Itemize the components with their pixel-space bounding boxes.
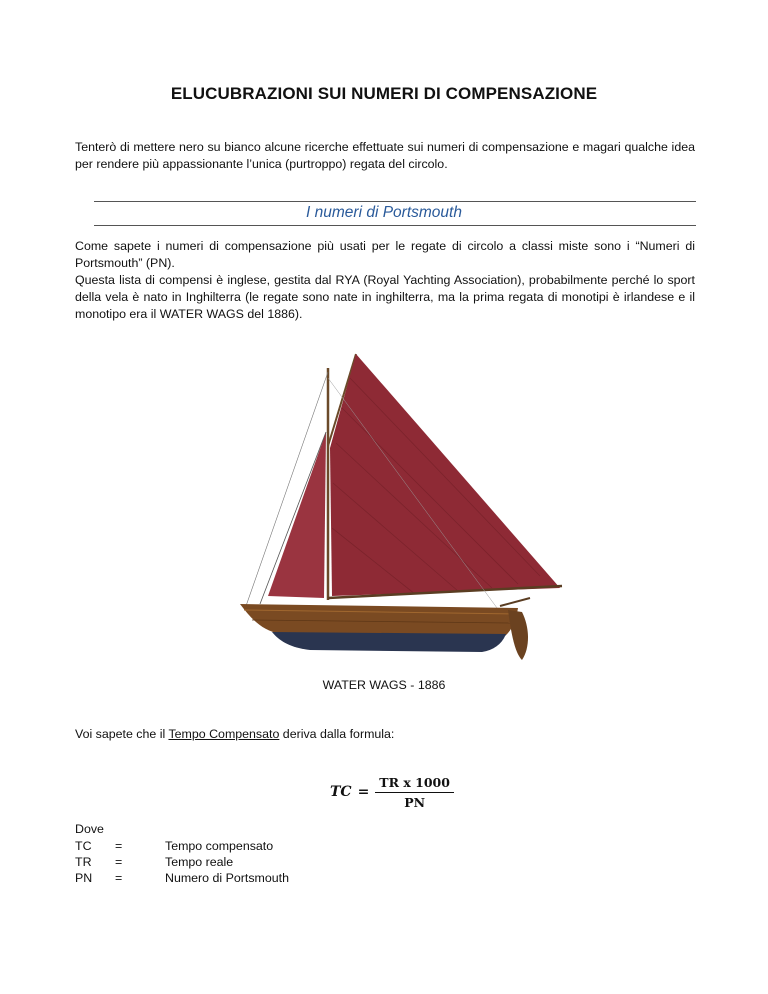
formula-lhs: TC [330,784,352,800]
formula-legend [75,838,289,886]
compensation-formula [330,770,454,814]
legend-desc: Tempo reale [165,855,234,869]
legend-abbr: TC [75,839,92,853]
figure-caption: WATER WAGS - 1886 [322,678,446,692]
where-label: Dove [75,822,104,836]
jib-sail [268,432,326,598]
legend-equals: = [115,839,123,853]
formula-intro [75,727,394,741]
formula-intro-after: deriva dalla formula: [279,727,395,741]
legend-row-tr [75,854,289,870]
legend-equals: = [115,855,123,869]
legend-abbr: TR [75,855,92,869]
page-title: ELUCUBRAZIONI SUI NUMERI DI COMPENSAZIONE [170,84,598,103]
legend-equals: = [115,871,123,885]
paragraph-pn: Come sapete i numeri di compensazione più usati per le regate di circolo a classi miste sono i “Numeri di Portsmouth” (PN). [75,239,695,270]
section-rule-top [94,201,696,202]
legend-desc: Numero di Portsmouth [165,871,289,885]
section-rule-bottom [94,225,696,226]
water-wags-boat-image [200,348,570,663]
formula-numerator: TR x 1000 [375,775,454,793]
body-text [75,238,695,323]
hull-bottom [272,632,506,652]
legend-desc: Tempo compensato [165,839,274,853]
formula-fraction [375,775,454,810]
intro-paragraph: Tenterò di mettere nero su bianco alcune ricerche effettuate sui numeri di compensazione e magari qualche idea per rendere più appassionante l’unica (purtroppo) regata del circolo. [75,140,695,171]
formula-intro-before: Voi sapete che il [75,727,169,741]
mainsail [330,354,560,596]
boat-figure [200,348,570,663]
rudder [508,610,528,660]
paragraph-rya: Questa lista di compensi è inglese, gestita dal RYA (Royal Yachting Association), probabilmente perché lo sport della vela è nato in Inghilterra (le regate sono nate in inghilterra, ma la prima regata di monotipi è irlandese e il monotipo era il WATER WAGS del 1886). [75,273,695,321]
tempo-compensato-underlined: Tempo Compensato [168,727,280,741]
section-heading: I numeri di Portsmouth [306,204,462,221]
formula-denominator: PN [404,794,426,810]
legend-abbr: PN [75,871,93,885]
legend-row-tc [75,838,289,854]
formula-equals: = [357,784,370,800]
legend-row-pn [75,870,289,886]
